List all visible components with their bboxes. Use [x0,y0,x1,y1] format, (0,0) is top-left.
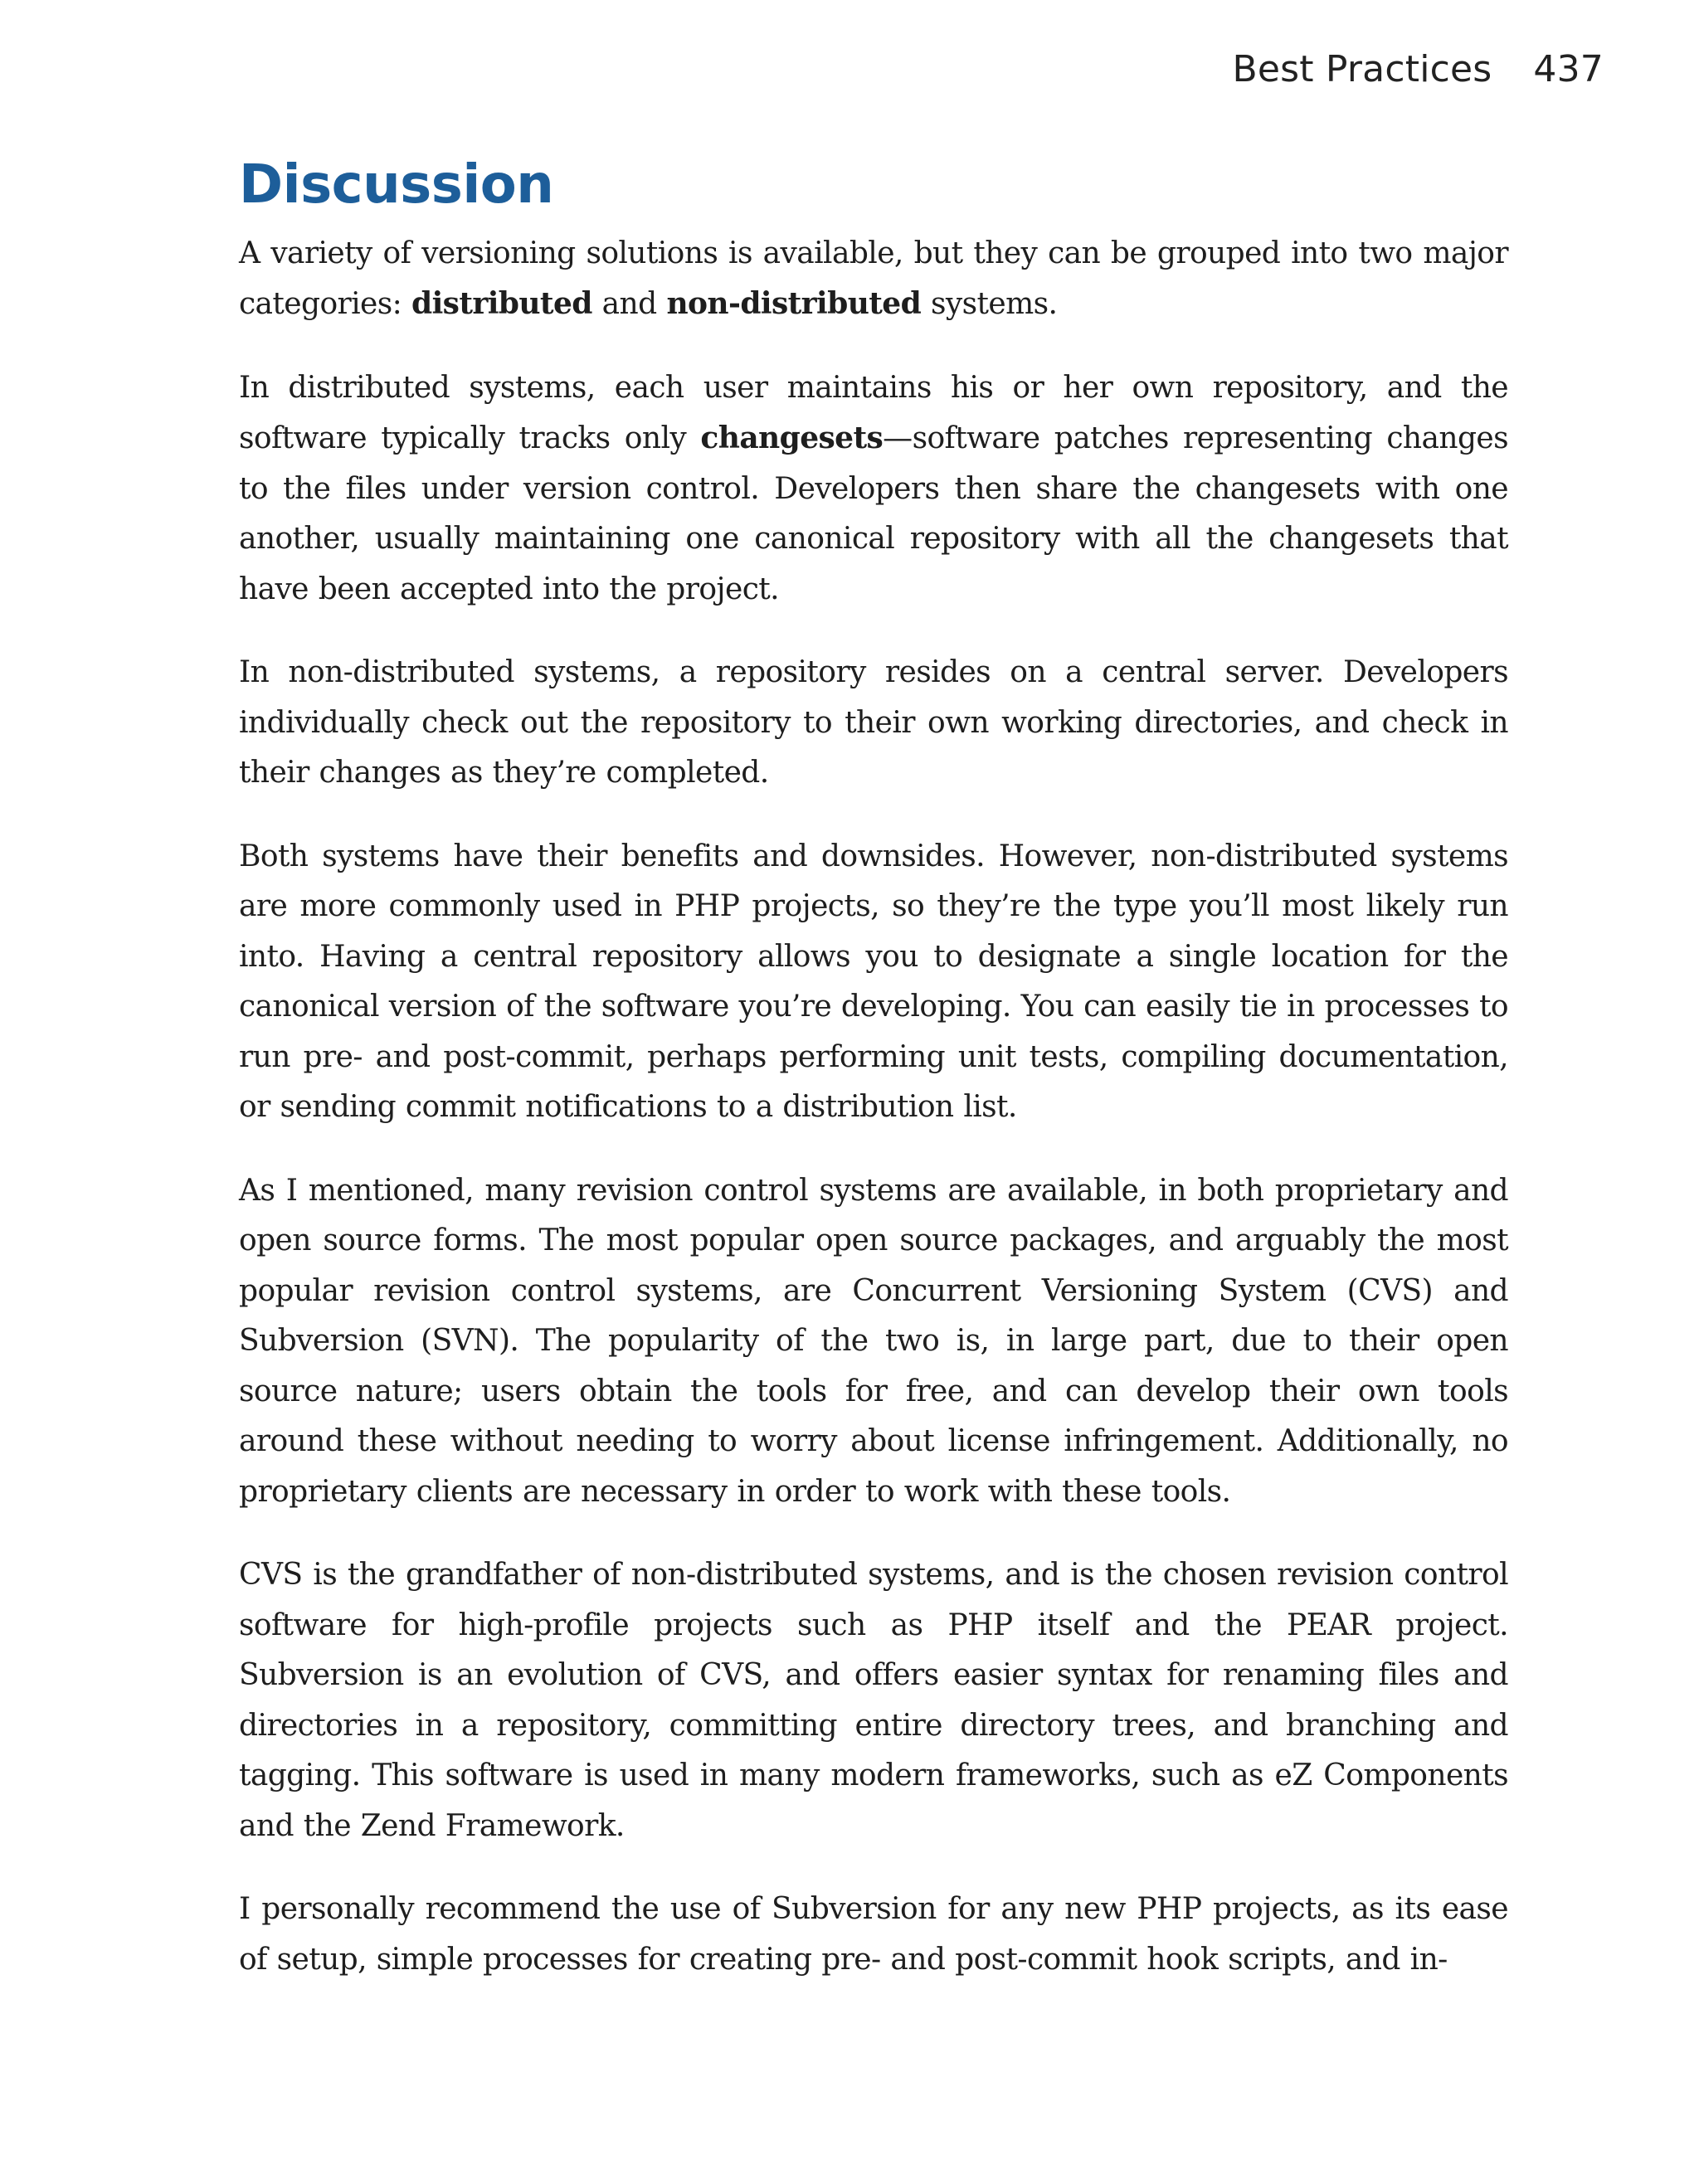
paragraph-6: CVS is the grandfather of non-distributed systems, and is the chosen revision control software for high-profile projects such as PHP itself and the PEAR project. Subversion is an evolution of CVS, and offers easier syntax for renaming files and directories in a repository, committing entire directory trees, and branching and tagging. This software is used in many modern frameworks, such as eZ Components and the Zend Framework. [239,1558,1508,1843]
paragraph-3: In non-distributed systems, a repository resides on a central server. Developers individually check out the repository to their own working directories, and check in their changes as they’re completed. [239,655,1508,790]
paragraph-2 [239,363,1508,615]
paragraph-2-text-1: In distributed systems, each user maintains his or her own repository, and the software typically tracks only [239,370,1508,456]
paragraph-1-text-2: and [591,287,667,322]
paragraph-1-text-3: systems. [921,287,1058,322]
paragraph-4: Both systems have their benefits and downsides. However, non-distributed systems are more commonly used in PHP projects, so they’re the type you’ll most likely run into. Having a central repository allows you to designate a single location for the canonical version of the software you’re developing. You can easily tie in processes to run pre- and post-commit, perhaps performing unit tests, compiling documentation, or sending commit notifications to a distribution list. [239,839,1508,1125]
paragraph-1-text-1: A variety of versioning solutions is available, but they can be grouped into two major categories: [239,236,1508,322]
term-non-distributed: non-distributed [666,286,922,322]
paragraph-2-text-2: —software patches representing changes to the files under version control. Developers then share the changesets with one another, usually maintaining one canonical repository with all the changesets that have been accepted into the project. [239,421,1508,606]
running-header-section-title: Best Practices [1232,48,1492,90]
page-body [239,153,1508,2018]
running-header [1233,48,1604,90]
paragraph-5: As I mentioned, many revision control systems are available, in both proprietary and open source forms. The most popular open source packages, and arguably the most popular revision control systems, are Concurrent Versioning System (CVS) and Subversion (SVN). The popularity of the two is, in large part, due to their open source nature; users obtain the tools for free, and can develop their own tools around these without needing to worry about license infringement. Additionally, no proprietary clients are necessary in order to work with these tools. [239,1173,1508,1509]
paragraph-7: I personally recommend the use of Subversion for any new PHP projects, as its ease of setup, simple processes for creating pre- and post-commit hook scripts, and in- [239,1892,1508,1977]
term-distributed: distributed [411,286,592,322]
paragraph-1 [239,229,1508,330]
term-changesets: changesets [700,421,884,456]
page-number: 437 [1533,48,1604,90]
section-heading: Discussion [239,154,554,216]
